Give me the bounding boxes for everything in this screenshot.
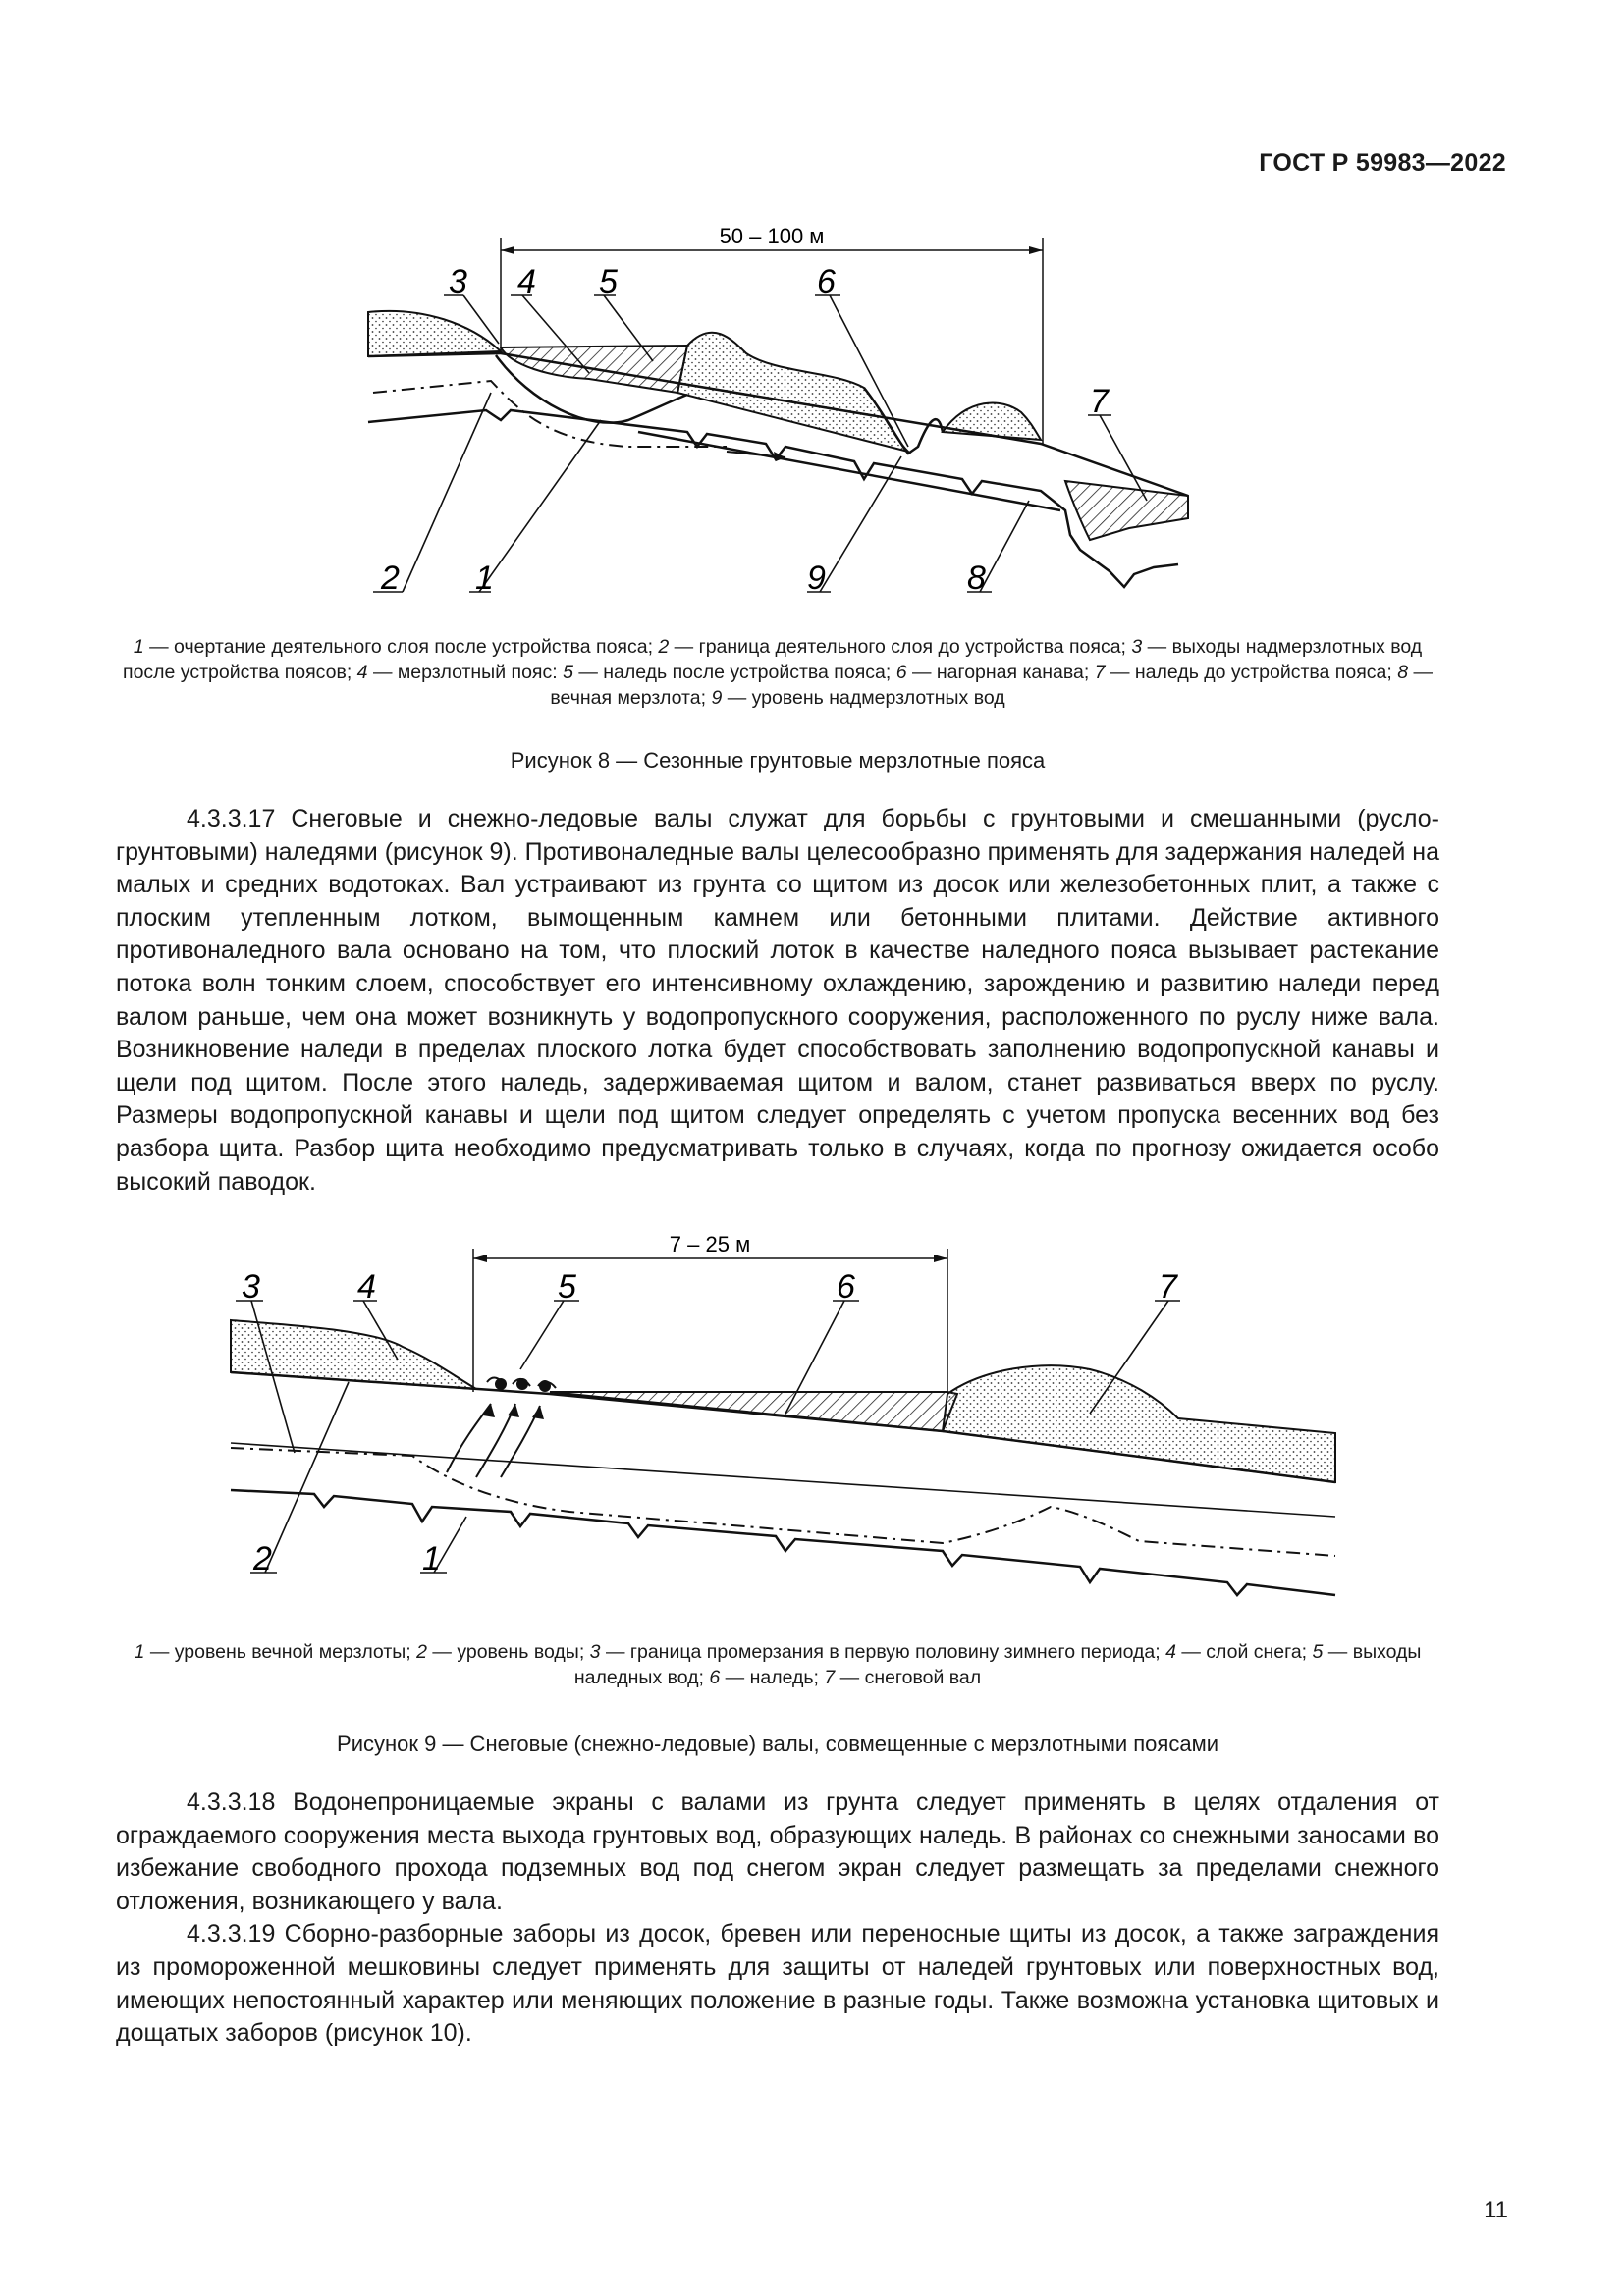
fig8-label-3: 3: [449, 263, 467, 300]
fig8-dimension-label: 50 – 100 м: [719, 224, 825, 248]
fig8-water-level: [638, 432, 1060, 510]
fig9-label-2: 2: [253, 1540, 272, 1577]
fig8-label-5: 5: [599, 263, 618, 300]
figure-9-caption: Рисунок 9 — Снеговые (снежно-ледовые) валы, совмещенные с мерзлотными поясами: [337, 1732, 1218, 1756]
figure-8-legend: 1 — очертание деятельного слоя после устройства пояса; 2 — граница деятельного слоя до устройства пояса; 3 — выходы надмерзлотных вод после устройства поясов; 4 — мерзлотный пояс: 5 — наледь после устройства пояса; 6 — нагорная канава; 7 — наледь до устройства пояса; 8 — вечная мерзлота; 9 — уровень надмерзлотных вод: [123, 636, 1433, 709]
fig8-label-9: 9: [807, 560, 826, 597]
fig9-snow-layer: [231, 1320, 476, 1389]
paragraph-4-3-3-17: 4.3.3.17 Снеговые и снежно-ледовые валы служат для борьбы с грунтовыми и смешанными (русло-грунтовыми) наледями (рисунок 9). Противоналедные валы целесообразно применять для задержания наледей на малых и средних водотоках. Вал устраивают из грунта со щитом из досок или железобетонных плит, а также с плоским утепленным лотком, вымощенным камнем или бетонными плитами. Действие активного противоналедного вала основано на том, что плоский лоток в качестве наледного пояса вызывает растекание потока волн тонким слоем, способствует его интенсивному охлаждению, зарождению и развитию наледи перед валом раньше, чем она может возникнуть у водопропускного сооружения, расположенного по руслу ниже вала. Возникновение наледи в пределах плоского лотка будет способствовать заполнению водопропускной канавы и щели под щитом. После этого наледь, задерживаемая щитом и валом, станет развиваться вверх по руслу. Размеры водопропускной канавы и щели под щитом следует определять с учетом пропуска весенних вод без разбора щита. Разбор щита необходимо предусматривать только в случаях, когда по прогнозу ожидается особо высокий паводок.: [116, 805, 1439, 1196]
fig9-label-6: 6: [837, 1268, 855, 1306]
fig9-label-4: 4: [357, 1268, 376, 1306]
fig9-label-1: 1: [422, 1540, 441, 1577]
fig8-label-2: 2: [381, 560, 400, 597]
fig9-label-3: 3: [242, 1268, 260, 1306]
figure-9-legend: 1 — уровень вечной мерзлоты; 2 — уровень воды; 3 — граница промерзания в первую половину зимнего периода; 4 — слой снега; 5 — выходы наледных вод; 6 — наледь; 7 — снеговой вал: [134, 1641, 1422, 1688]
page-number: 11: [1484, 2197, 1508, 2223]
fig9-dimension-label: 7 – 25 м: [669, 1232, 751, 1256]
fig8-label-6: 6: [817, 263, 836, 300]
figure-8-diagram: [353, 221, 1218, 609]
document-id: ГОСТ Р 59983—2022: [1259, 149, 1506, 177]
paragraph-4-3-3-19: 4.3.3.19 Сборно-разборные заборы из досок, бревен или переносные щиты из досок, а также заграждения из промороженной мешковины следует применять для защиты от наледей грунтовых или поверхностных вод, имеющих непостоянный характер или меняющих положение в разные годы. Также возможна установка щитовых и дощатых заборов (рисунок 10).: [116, 1920, 1439, 2048]
figure-9-diagram: [221, 1227, 1350, 1615]
fig8-label-1: 1: [475, 560, 494, 597]
paragraph-4-3-3-18: 4.3.3.18 Водонепроницаемые экраны с валами из грунта следует применять в целях отдаления от ограждаемого сооружения места выхода грунтовых вод, образующих наледь. В районах со снежными заносами во избежание свободного прохода подземных вод под снегом экран следует размещать за пределами снежного отложения, возникающего у вала.: [116, 1789, 1439, 1915]
paragraphs-4-3-3-18-19: [116, 1787, 1439, 2051]
fig9-label-7: 7: [1159, 1268, 1177, 1306]
fig9-ice: [550, 1392, 957, 1431]
fig8-label-4: 4: [517, 263, 536, 300]
figure-8-caption: Рисунок 8 — Сезонные грунтовые мерзлотные пояса: [510, 748, 1046, 773]
fig8-snow-left: [368, 311, 501, 356]
fig8-label-8: 8: [967, 560, 986, 597]
fig9-snow-ridge: [943, 1365, 1335, 1482]
fig8-label-7: 7: [1090, 383, 1109, 420]
fig9-label-5: 5: [558, 1268, 576, 1306]
